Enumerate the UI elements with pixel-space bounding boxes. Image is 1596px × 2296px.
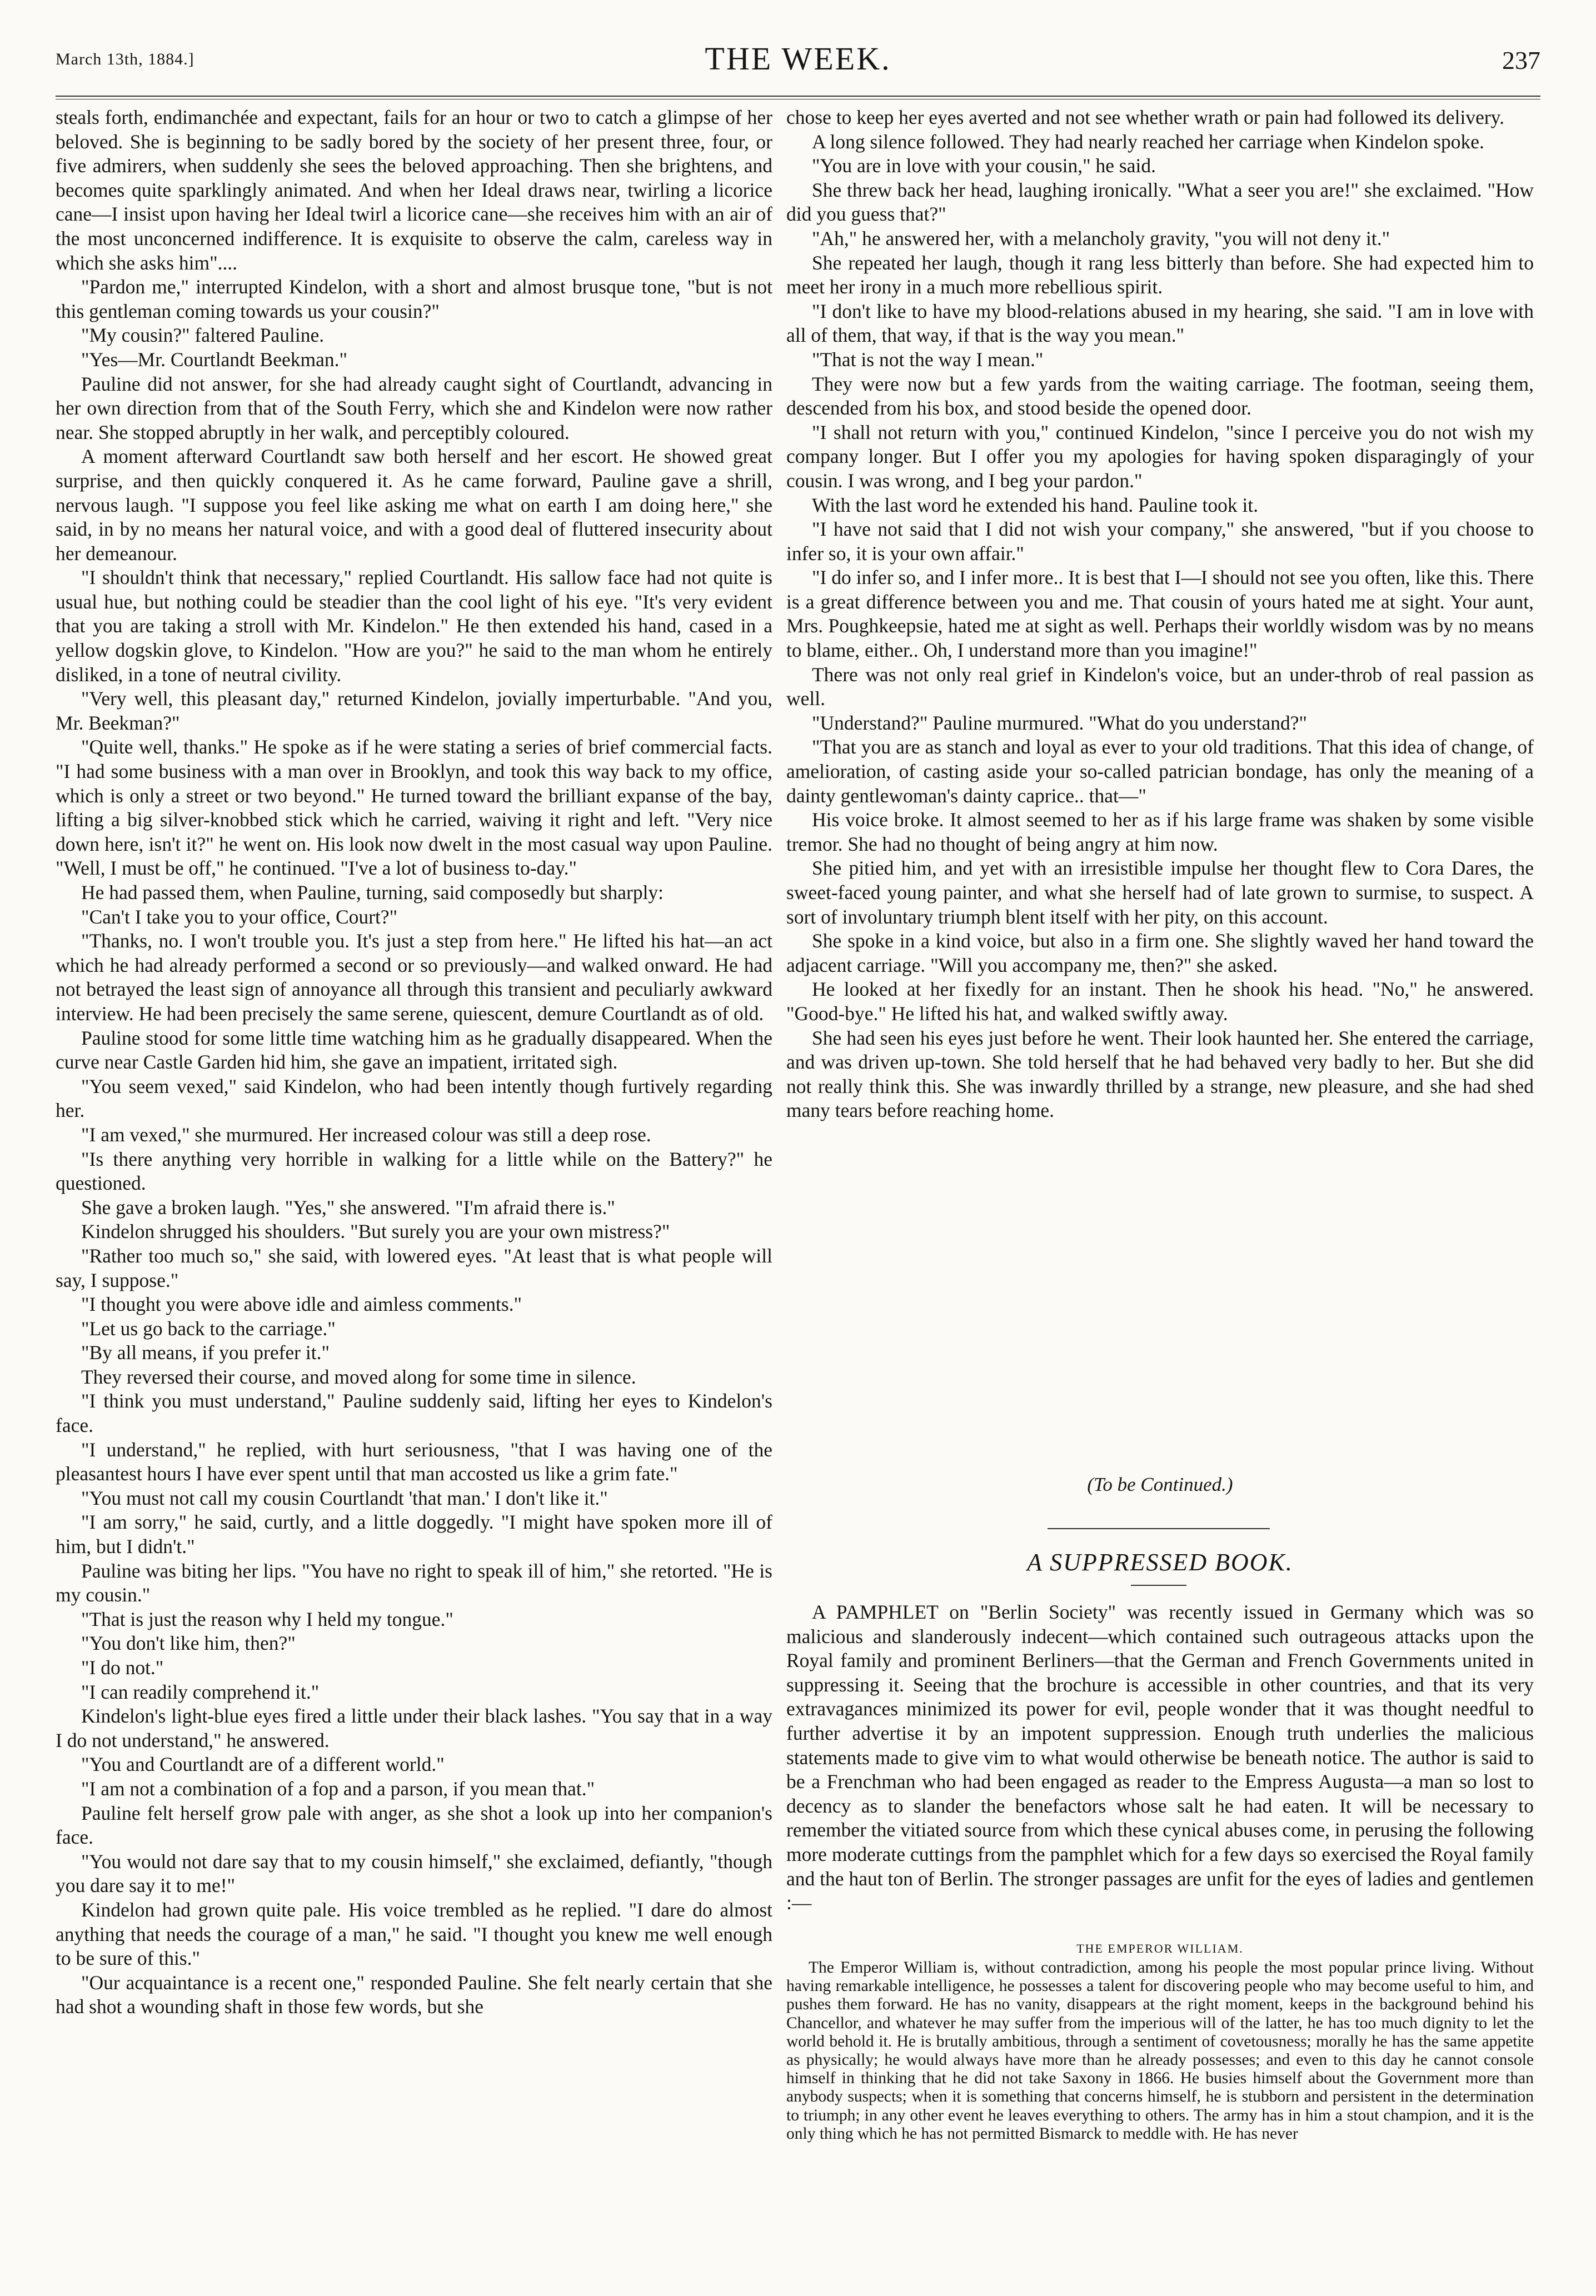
paragraph: She gave a broken laugh. "Yes," she answered. "I'm afraid there is.": [81, 1196, 615, 1219]
paragraph: "I am sorry," he said, curtly, and a little doggedly. "I might have spoken more ill of him, but I didn't.": [56, 1511, 772, 1558]
section-paragraph: A PAMPHLET on "Berlin Society" was recently issued in Germany which was so malicious and slanderously indecent—which contained such outrageous attacks upon the Royal family and prominent Berliners—that the German and French Governments united in suppressing it. Seeing that the brochure is accessible in other countries, and that its very extravagances minimized its power for evil, people wonder that it was thought needful to further advertise it by an impotent suppression. Enough truth underlies the malicious statements made to give vim to what would otherwise be beneath notice. The author is said to be a Frenchman who had been engaged as reader to the Empress Augusta—a man so lost to decency as to slander the benefactors whose salt he had eaten. It will be necessary to remember the vitiated source from which these cynical abuses come, in perusing the following more moderate cuttings from the pamphlet which for a few days so exercised the Royal family and the haut ton of Berlin. The stronger passages are unfit for the eyes of ladies and gentlemen :—: [786, 1601, 1534, 1914]
story-continuation: [786, 106, 1534, 1123]
paragraph: "Very well, this pleasant day," returned Kindelon, jovially imperturbable. "And you, Mr. Beekman?": [56, 687, 772, 734]
paragraph: "By all means, if you prefer it.": [81, 1341, 330, 1364]
paragraph: "I am vexed," she murmured. Her increased colour was still a deep rose.: [81, 1123, 651, 1146]
paragraph: "I have not said that I did not wish your company," she answered, "but if you choose to infer so, it is your own affair.": [786, 518, 1534, 565]
paragraph: "You are in love with your cousin," he said.: [812, 154, 1156, 177]
paragraph: "That is not the way I mean.": [812, 348, 1044, 371]
paragraph: steals forth, endimanchée and expectant, fails for an hour or two to catch a glimpse of her beloved. She is beginning to be sadly bored by the society of her present three, four, or five admirers, when suddenly she sees the beloved approaching. Then she brightens, and becomes quite sparklingly animated. And when her Ideal draws near, twirling a licorice cane—I insist upon having her Ideal twirl a licorice cane—she receives him with an air of the most unconcerned indifference. It is exquisite to observe the calm, careless way in which she asks him"....: [56, 106, 772, 274]
paragraph: "You seem vexed," said Kindelon, who had been intently though furtively regarding her.: [56, 1075, 772, 1122]
publication-title: THE WEEK.: [705, 41, 891, 77]
paragraph: "Yes—Mr. Courtlandt Beekman.": [81, 348, 347, 371]
paragraph: "I shouldn't think that necessary," replied Courtlandt. His sallow face had not quite is usual hue, but nothing could be steadier than the cool light of his eye. "It's very evident that you are taking a stroll with Mr. Kindelon." He then extended his hand, cased in a yellow dogskin glove, to Kindelon. "How are you?" he said to the man whom he entirely disliked, in a tone of neutral civility.: [56, 566, 772, 686]
paragraph: chose to keep her eyes averted and not see whether wrath or pain had followed its delivery.: [786, 106, 1504, 128]
paragraph: Pauline was biting her lips. "You have no right to speak ill of him," she retorted. "He is my cousin.": [56, 1559, 772, 1606]
paragraph: "Can't I take you to your office, Court?": [81, 905, 398, 928]
paragraph: "That you are as stanch and loyal as ever to your old traditions. That this idea of change, of amelioration, of casting aside your so-called patrician bondage, has only the meaning of a dainty gentlewoman's dainty caprice.. that—": [786, 736, 1534, 807]
paragraph: He looked at her fixedly for an instant. Then he shook his head. "No," he answered. "Good-bye." He lifted his hat, and walked swiftly away.: [786, 978, 1534, 1025]
paragraph: She pitied him, and yet with an irresistible impulse her thought flew to Cora Dares, the sweet-faced young painter, and what she herself had of late grown to surmise, to suspect. A sort of involuntary triumph blent itself with her pity, on this account.: [786, 857, 1534, 928]
paragraph: "I thought you were above idle and aimless comments.": [81, 1293, 522, 1316]
paragraph: "Is there anything very horrible in walking for a little while on the Battery?" he questioned.: [56, 1147, 772, 1195]
section-title: A SUPPRESSED BOOK.: [1027, 1549, 1293, 1576]
paragraph: "Let us go back to the carriage.": [81, 1317, 336, 1340]
paragraph: "I shall not return with you," continued Kindelon, "since I perceive you do not wish my company longer. But I offer you my apologies for having spoken disparagingly of your cousin. I was wrong, and I beg your pardon.": [786, 421, 1534, 492]
paragraph: They were now but a few yards from the waiting carriage. The footman, seeing them, descended from his box, and stood beside the opened door.: [786, 372, 1534, 420]
page-number: 237: [1502, 46, 1540, 74]
paragraph: "I do not.": [81, 1656, 164, 1679]
left-column: [56, 106, 772, 2019]
paragraph: His voice broke. It almost seemed to her as if his large frame was shaken by some visible tremor. She had no thought of being angry at him now.: [786, 808, 1534, 855]
issue-date: March 13th, 1884.]: [56, 50, 194, 68]
subheading: THE EMPEROR WILLIAM.: [1076, 1941, 1244, 1955]
paragraph: Pauline stood for some little time watching him as he gradually disappeared. When the curve near Castle Garden hid him, she gave an impatient, irritated sigh.: [56, 1026, 772, 1074]
paragraph: "I can readily comprehend it.": [81, 1680, 320, 1703]
section-divider: [1048, 1528, 1270, 1529]
header-rule: [56, 96, 1540, 97]
paragraph: "I do infer so, and I infer more.. It is best that I—I should not see you often, like this. There is a great difference between you and me. That cousin of yours hated me at sight. Your aunt, Mrs. Poughkeepsie, hated me at sight as well. Perhaps their worldly wisdom was by no means to blame, either.. Oh, I understand more than you imagine!": [786, 566, 1534, 662]
paragraph: "I don't like to have my blood-relations abused in my hearing, she said. "I am in love with all of them, that way, if that is the way you mean.": [786, 300, 1534, 347]
paragraph: "Understand?" Pauline murmured. "What do you understand?": [812, 711, 1308, 734]
paragraph: "I am not a combination of a fop and a parson, if you mean that.": [81, 1777, 595, 1800]
paragraph: Pauline felt herself grow pale with anger, as she shot a look up into her companion's face.: [56, 1801, 772, 1849]
paragraph: "Our acquaintance is a recent one," responded Pauline. She felt nearly certain that she had shot a wounding shaft in those few words, but she: [56, 1971, 772, 2018]
paragraph: Kindelon's light-blue eyes fired a little under their black lashes. "You say that in a way I do not understand," he answered.: [56, 1705, 772, 1751]
paragraph: There was not only real grief in Kindelon's voice, but an under-throb of real passion as well.: [786, 663, 1534, 710]
paragraph: "You must not call my cousin Courtlandt 'that man.' I don't like it.": [81, 1486, 608, 1509]
paragraph: A moment afterward Courtlandt saw both herself and her escort. He showed great surprise, and then quickly conquered it. As he came forward, Pauline gave a shrill, nervous laugh. "I suppose you feel like asking me what on earth I am doing here," she said, in by no means her natural voice, and with a good deal of fluttered insecurity about her demeanour.: [56, 445, 772, 565]
paragraph: Kindelon had grown quite pale. His voice trembled as he replied. "I dare do almost anything that needs the courage of a man," he said. "I thought you knew me well enough to be sure of this.": [56, 1898, 772, 1970]
paragraph: "Pardon me," interrupted Kindelon, with a short and almost brusque tone, "but is not this gentleman coming towards us your cousin?": [56, 276, 772, 322]
paragraph: He had passed them, when Pauline, turning, said composedly but sharply:: [81, 881, 664, 904]
paragraph: "My cousin?" faltered Pauline.: [81, 324, 325, 347]
paragraph: A long silence followed. They had nearly reached her carriage when Kindelon spoke.: [812, 130, 1484, 153]
paragraph: "You don't like him, then?": [81, 1632, 296, 1655]
paragraph: "I think you must understand," Pauline suddenly said, lifting her eyes to Kindelon's face.: [56, 1390, 772, 1437]
paragraph: "You would not dare say that to my cousin himself," she exclaimed, defiantly, "though you dare say it to me!": [56, 1850, 772, 1897]
section-body: [786, 1600, 1534, 1915]
paragraph: "That is just the reason why I held my tongue.": [81, 1608, 453, 1630]
to-be-continued: (To be Continued.): [1087, 1474, 1233, 1495]
paragraph: Kindelon shrugged his shoulders. "But surely you are your own mistress?": [81, 1220, 670, 1243]
paragraph: "I understand," he replied, with hurt seriousness, "that I was having one of the pleasantest hours I have ever spent until that man accosted us like a grim fate.": [56, 1438, 772, 1485]
paragraph: "Quite well, thanks." He spoke as if he were stating a series of brief commercial facts. "I had some business with a man over in Brooklyn, and took this way back to my office, which is only a street or two beyond." He turned toward the brilliant expanse of the bay, lifting a big silver-knobbed stick which he carried, waiving it right and left. "Very nice down here, isn't it?" he went on. His look now dwelt in the most casual way upon Pauline. "Well, I must be off," he continued. "I've a lot of business to-day.": [56, 736, 772, 880]
excerpt-paragraph: The Emperor William is, without contradiction, among his people the most popular prince living. Without having remarkable intelligence, he possesses a talent for discovering people who may become useful to him, and pushes them forward. He has no vanity, disappears at the right moment, keeps in the background behind his Chancellor, and whatever he may suffer from the imperious will of the latter, he has too much dignity to let the world behold it. He is brutally ambitious, through a sentiment of covetousness; morally he has the same appetite as physically; he would always have more than he already possesses; and even to this day he cannot console himself in thinking that he did not take Saxony in 1866. He busies himself about the Government more than anybody suspects; when it is something that concerns himself, he is stubborn and persistent in the determination to triumph; in any other event he leaves everything to others. The army has in him a stout champion, and it is the only thing which he has not permitted Bismarck to meddle with. He has never: [786, 1959, 1534, 2143]
paragraph: With the last word he extended his hand. Pauline took it.: [812, 493, 1259, 516]
paragraph: "Rather too much so," she said, with lowered eyes. "At least that is what people will say, I suppose.": [56, 1244, 772, 1291]
excerpt-text: [786, 1959, 1534, 2143]
paragraph: She repeated her laugh, though it rang less bitterly than before. She had expected him to meet her irony in a much more rebellious spirit.: [786, 251, 1534, 298]
paragraph: "You and Courtlandt are of a different world.": [81, 1753, 445, 1776]
paragraph: She spoke in a kind voice, but also in a firm one. She slightly waved her hand toward the adjacent carriage. "Will you accompany me, then?" she asked.: [786, 930, 1534, 976]
paragraph: She threw back her head, laughing ironically. "What a seer you are!" she exclaimed. "How did you guess that?": [786, 178, 1534, 226]
paragraph: Pauline did not answer, for she had already caught sight of Courtlandt, advancing in her own direction from that of the South Ferry, which she and Kindelon were now rather near. She stopped abruptly in her walk, and perceptibly coloured.: [56, 372, 772, 443]
paragraph: "Thanks, no. I won't trouble you. It's just a step from here." He lifted his hat—an act which he had already performed a second or so previously—and walked onward. He had not betrayed the least sign of annoyance all through this transient and peculiarly awkward interview. He had been precisely the same serene, quiescent, demure Courtlandt as of old.: [56, 930, 772, 1025]
paragraph: She had seen his eyes just before he went. Their look haunted her. She entered the carriage, and was driven up-town. She told herself that he had behaved very badly to her. But she did not really think this. She was inwardly thrilled by a strange, new pleasure, and she had shed many tears before reaching home.: [786, 1026, 1534, 1122]
paragraph: "Ah," he answered her, with a melancholy gravity, "you will not deny it.": [812, 227, 1390, 249]
paragraph: They reversed their course, and moved along for some time in silence.: [81, 1365, 636, 1388]
title-underline: [1131, 1585, 1186, 1586]
page-header: [56, 40, 1540, 90]
